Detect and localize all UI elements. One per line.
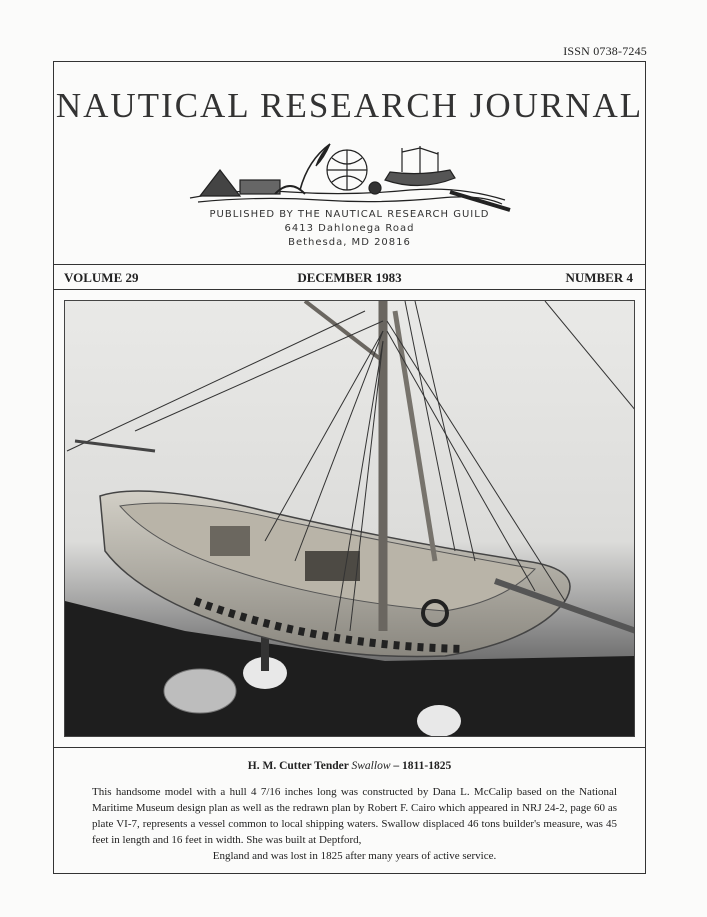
masthead (54, 62, 645, 265)
caption-ship-name: Swallow (351, 760, 391, 772)
cover-photo-ship-model (64, 300, 635, 737)
publisher-city: Bethesda, MD 20816 (288, 237, 411, 248)
caption-title (54, 760, 645, 772)
caption-box (54, 747, 645, 874)
issue-number: NUMBER 4 (565, 270, 633, 285)
issn-number: ISSN 0738-7245 (563, 44, 647, 58)
caption-title-suffix: – 1811-1825 (390, 760, 452, 772)
caption-body-text: This handsome model with a hull 4 7/16 inches long was constructed by Dana L. McCalip based on the National Maritime Museum design plan as well as the redrawn plan by Robert F. Cairo which appeared in NRJ 24-2, page 60 as plate VI-7, represents a vessel common to local shipping waters. Swallow displaced 46 tons builder's measure, was 45 feet in length and 16 feet in width. She was built at Deptford, (92, 786, 617, 846)
caption-body (92, 784, 617, 864)
volume-label: VOLUME 29 (64, 270, 139, 285)
caption-body-last-line: England and was lost in 1825 after many years of active service. (212, 850, 497, 862)
publisher-street: 6413 Dahlonega Road (284, 223, 415, 234)
publisher-info (54, 208, 645, 250)
issue-bar (54, 264, 645, 290)
cover-frame (53, 61, 646, 874)
journal-title: NAUTICAL RESEARCH JOURNAL (55, 86, 644, 125)
ship-model-illustration (65, 301, 635, 737)
caption-title-prefix: H. M. Cutter Tender (247, 760, 352, 772)
issue-date: DECEMBER 1983 (297, 270, 402, 285)
publisher-name: PUBLISHED BY THE NAUTICAL RESEARCH GUILD (209, 209, 490, 220)
